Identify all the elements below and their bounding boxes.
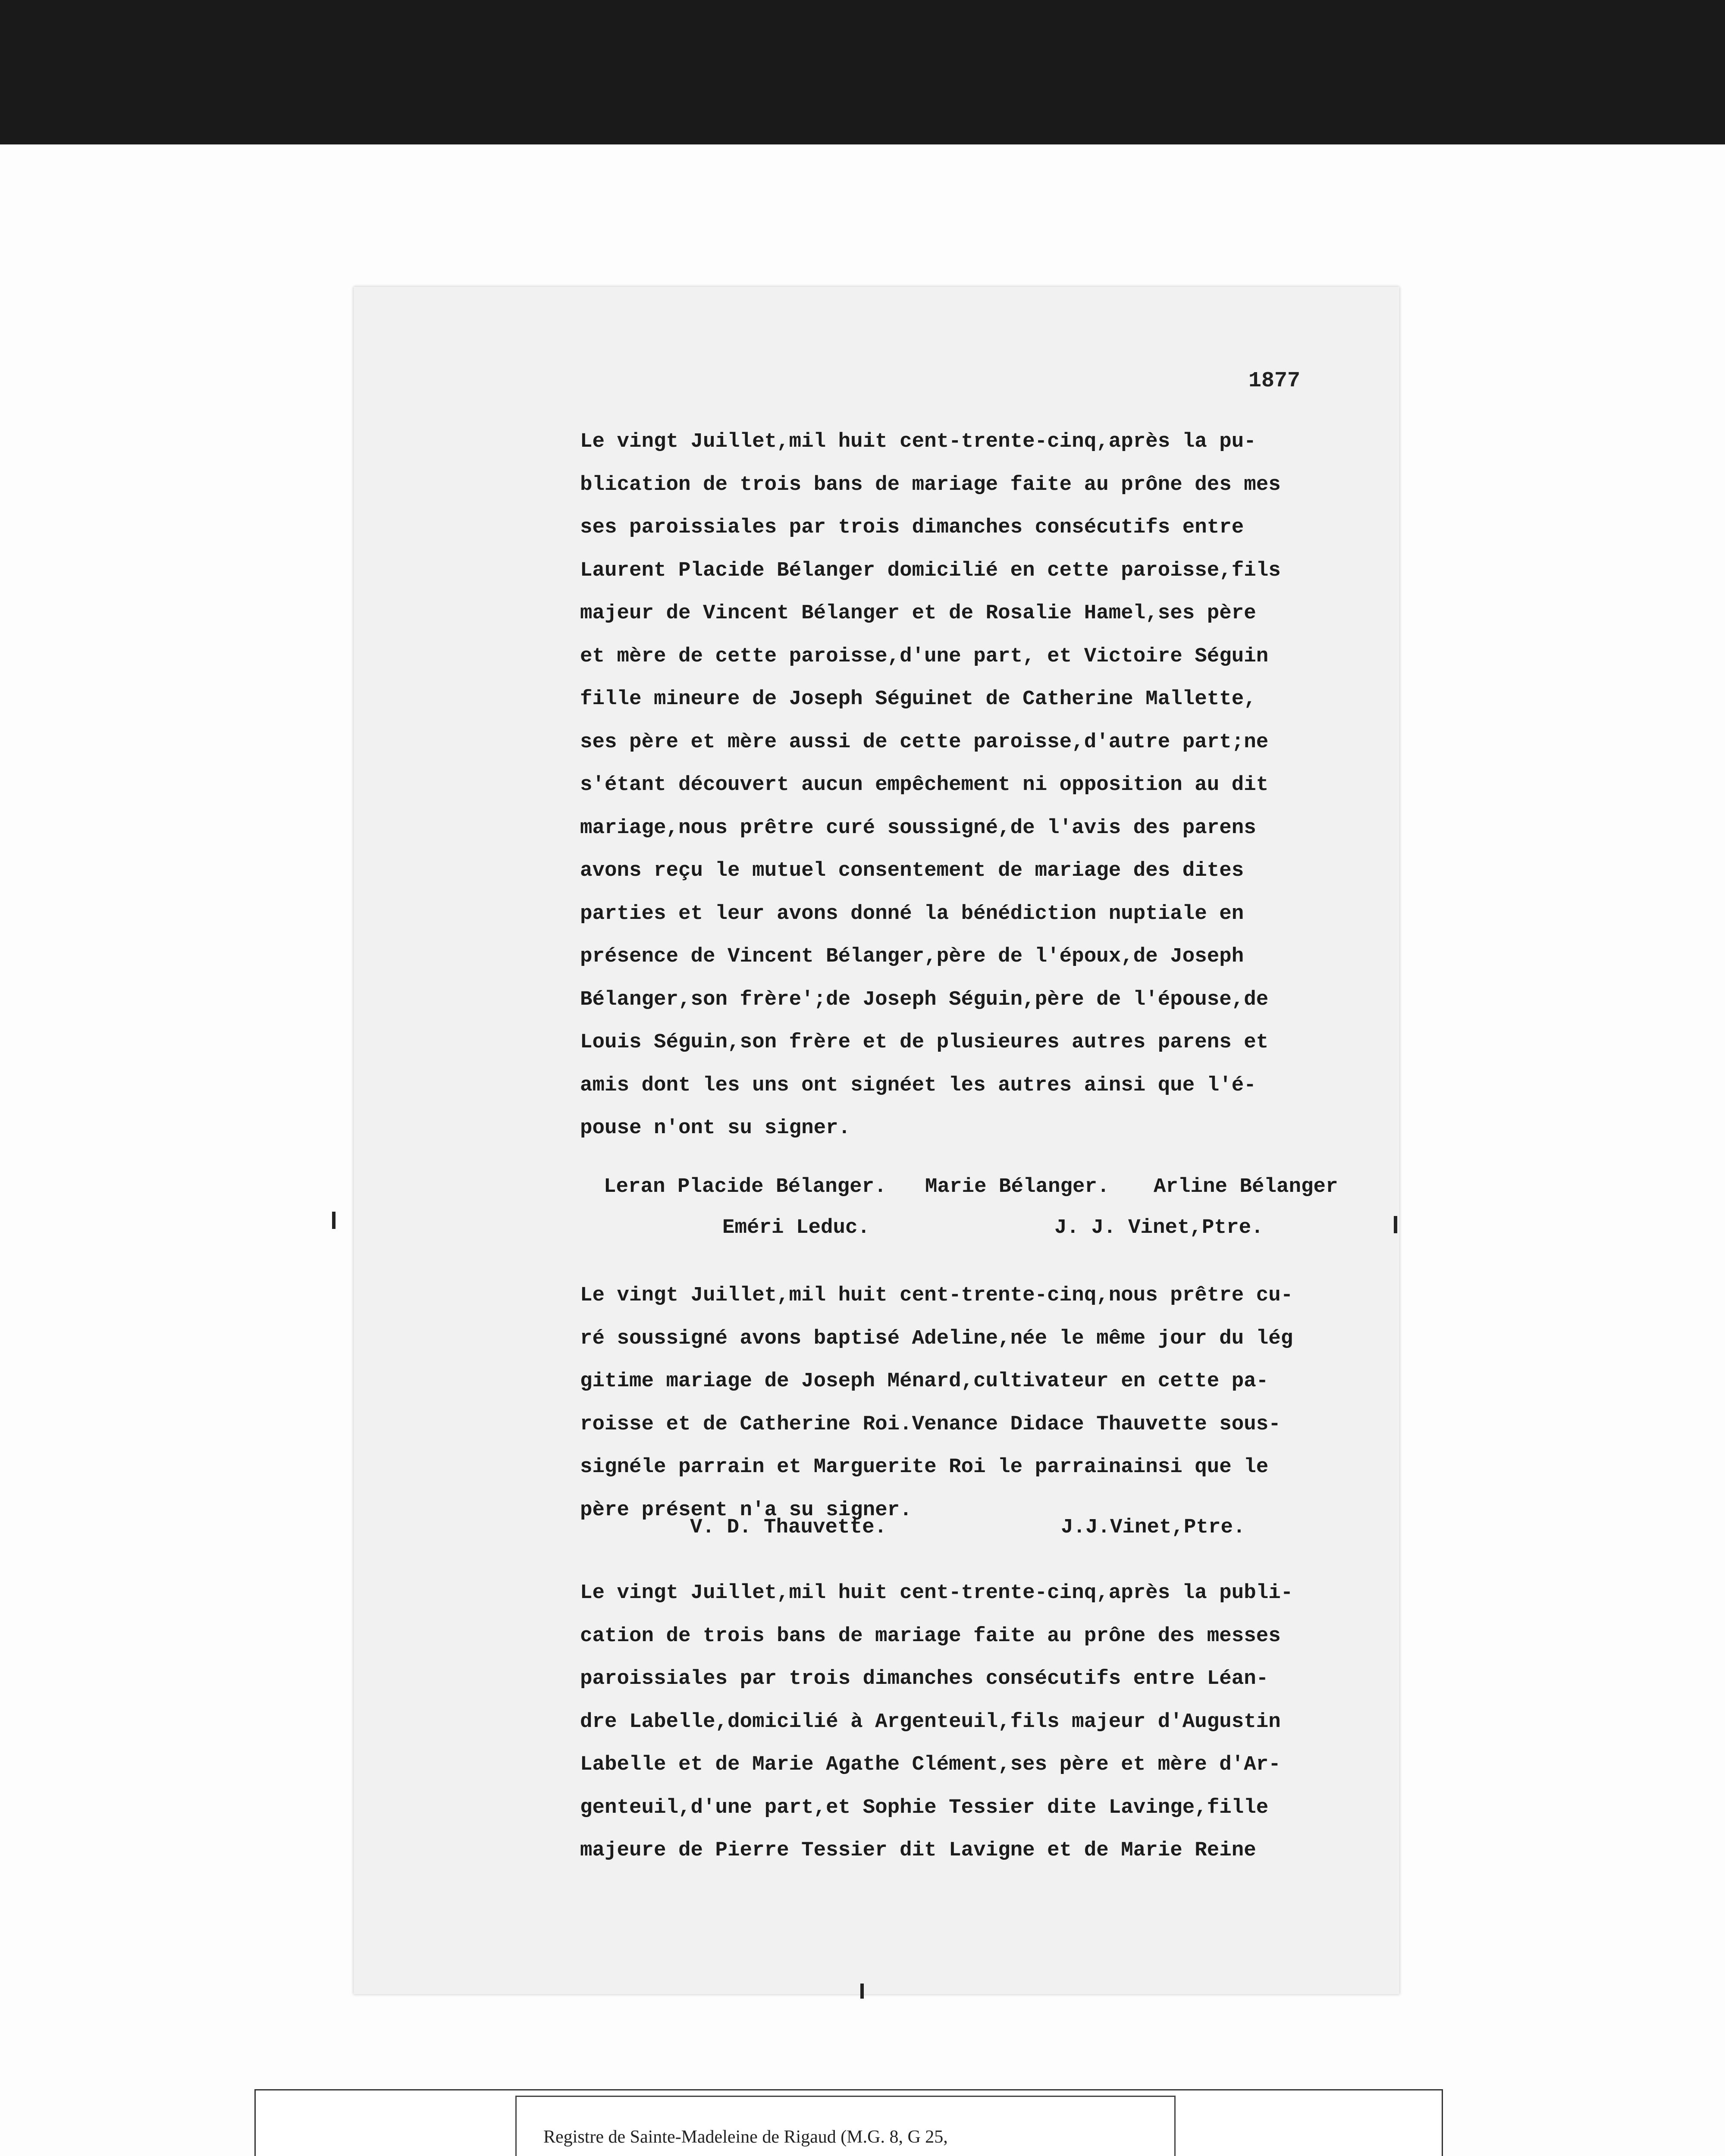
signature-leran-placide-belanger: Leran Placide Bélanger. <box>604 1175 887 1198</box>
signature-line-entry1-b <box>580 1216 1391 1259</box>
signature-jj-vinet-ptre: J.J.Vinet,Ptre. <box>1061 1516 1245 1539</box>
signature-line-entry1-a <box>580 1175 1391 1218</box>
page-number: 1877 <box>1248 369 1301 393</box>
register-reference-label <box>515 2096 1176 2156</box>
scan-edge-mark-left <box>332 1212 336 1229</box>
signature-arline-belanger: Arline Bélanger <box>1154 1175 1338 1198</box>
baptism-entry-adeline-menard: Le vingt Juillet,mil huit cent-trente-cinq,nous prêtre cu- ré soussigné avons baptisé Adeline,née le même jour du lég gitime mariage de Joseph Ménard,cultivateur en cette pa- roisse et de Catherine Roi.Venance Didace Thauvette sous- signéle parrain et Marguerite Roi le parrainainsi que le père présent n'a su signer. <box>580 1284 1293 1522</box>
register-reference-line1: Registre de Sainte-Madeleine de Rigaud (M.G. 8, G 25, <box>543 2127 948 2147</box>
marriage-entry-belanger-seguin: Le vingt Juillet,mil huit cent-trente-cinq,après la pu- blication de trois bans de mariage faite au prône des mes ses paroissiales par trois dimanches consécutifs entre Laurent Placide Bélanger domicilié en cette paroisse,fils majeur de Vincent Bélanger et de Rosalie Hamel,ses père et mère de cette paroisse,d'une part, et Victoire Séguin fille mineure de Joseph Séguinet de Catherine Mallette, ses père et mère aussi de cette paroisse,d'autre part;ne s'étant découvert aucun empêchement ni opposition au dit mariage,nous prêtre curé soussigné,de l'avis des parens avons reçu le mutuel consentement de mariage des dites parties et leur avons donné la bénédiction nuptiale en présence de Vincent Bélanger,père de l'époux,de Joseph Bélanger,son frère';de Joseph Séguin,père de l'épouse,de Louis Séguin,son frère et de plusieures autres parens et amis dont les uns ont signéet les autres ainsi que l'é- pouse n'ont su signer. <box>580 430 1281 1140</box>
scan-top-band <box>0 0 1725 144</box>
scan-edge-mark-right <box>1394 1216 1397 1233</box>
scan-edge-mark-bottom <box>860 1984 864 1999</box>
signature-marie-belanger: Marie Bélanger. <box>925 1175 1110 1198</box>
signature-line-entry2 <box>580 1516 1391 1559</box>
marriage-entry-labelle-tessier: Le vingt Juillet,mil huit cent-trente-cinq,après la publi- cation de trois bans de mariage faite au prône des messes paroissiales par trois dimanches consécutifs entre Léan- dre Labelle,domicilié à Argenteuil,fils majeur d'Augustin Labelle et de Marie Agathe Clément,ses père et mère d'Ar- genteuil,d'une part,et Sophie Tessier dite Lavinge,fille majeure de Pierre Tessier dit Lavigne et de Marie Reine <box>580 1581 1293 1862</box>
signature-emeri-leduc: Eméri Leduc. <box>722 1216 870 1239</box>
signature-thauvette: V. D. Thauvette. <box>690 1516 887 1539</box>
signature-vinet-ptre: J. J. Vinet,Ptre. <box>1054 1216 1264 1239</box>
